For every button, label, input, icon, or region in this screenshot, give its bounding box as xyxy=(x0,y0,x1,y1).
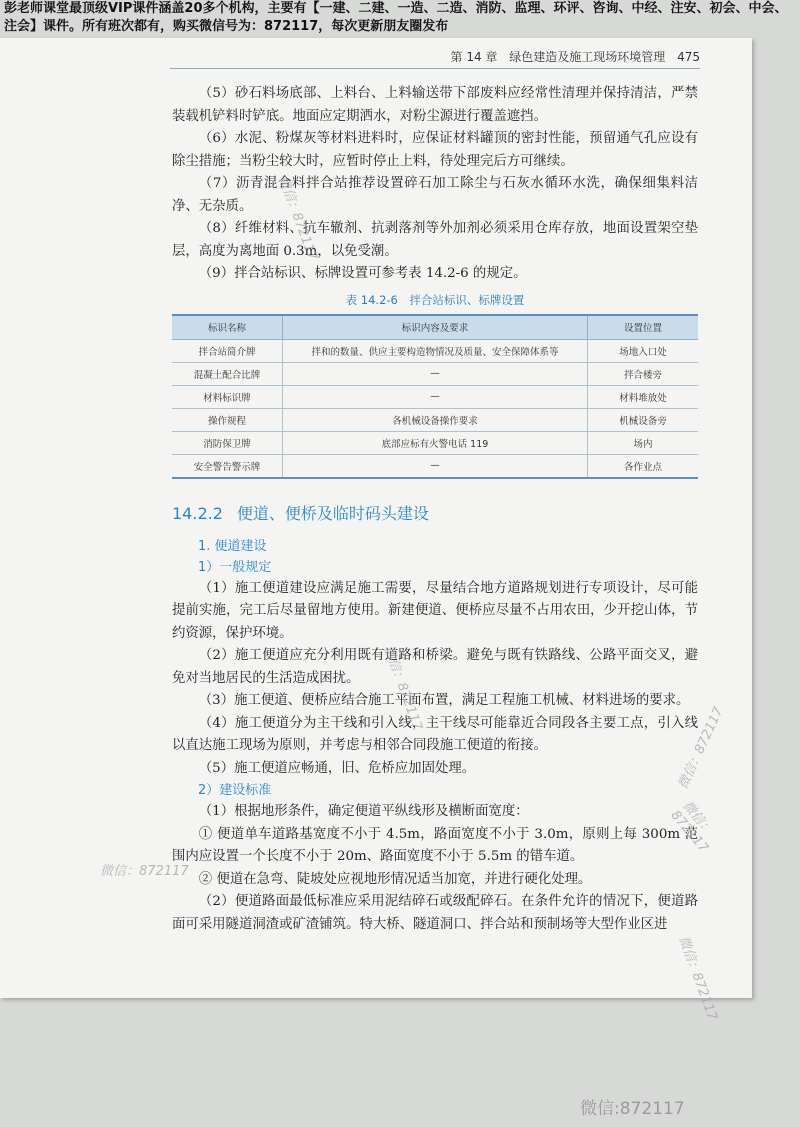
section-title: 便道、便桥及临时码头建设 xyxy=(236,503,429,523)
table-cell: 操作规程 xyxy=(172,408,282,431)
paragraph: （5）砂石料场底部、上料台、上料输送带下部废料应经常性清理并保持清洁，严禁装载机铲料时铲底。地面应定期洒水，对粉尘源进行覆盖遮挡。 xyxy=(172,86,698,124)
paragraph: （9）拌合站标识、标牌设置可参考表 14.2-6 的规定。 xyxy=(198,266,527,281)
table-cell: — xyxy=(282,385,587,408)
table-caption: 表 14.2-6 拌合站标识、标牌设置 xyxy=(345,292,525,307)
table-cell: 场内 xyxy=(588,431,698,454)
watermark: 微信：872117 xyxy=(675,933,720,1023)
table-cell: — xyxy=(282,454,587,478)
subheading: 1. 便道建设 xyxy=(198,538,267,554)
paragraph: （4）施工便道分为主干线和引入线，主干线尽可能靠近合同段各主要工点，引入线以直达施工现场为原则，并考虑与相邻合同段施工便道的衔接。 xyxy=(172,715,698,753)
table-cell: 拌合站简介牌 xyxy=(172,339,282,362)
table-row xyxy=(172,362,698,385)
table-cell: 各机械设备操作要求 xyxy=(282,408,587,431)
table-cell: 机械设备旁 xyxy=(588,408,698,431)
paragraph: （2）施工便道应充分利用既有道路和桥梁。避免与既有铁路线、公路平面交叉，避免对当地居民的生活造成困扰。 xyxy=(172,648,698,686)
table-cell: 场地入口处 xyxy=(588,339,698,362)
page-number: 475 xyxy=(677,50,700,64)
watermark-main: 微信:872117 xyxy=(580,1099,685,1119)
table-cell: 安全警告警示牌 xyxy=(172,454,282,478)
watermark: 微信：872117 xyxy=(675,705,727,792)
column-header: 设置位置 xyxy=(588,315,698,340)
paragraph: （2）便道路面最低标准应采用泥结碎石或级配碎石。在条件允许的情况下，便道路面可采用隧道洞渣或矿渣铺筑。特大桥、隧道洞口、拌合站和预制场等大型作业区进 xyxy=(172,894,698,932)
chapter-title: 绿色建造及施工现场环境管理 xyxy=(509,50,666,64)
promo-banner: 彭老师课堂最顶级VIP课件涵盖20多个机构，主要有【一建、二建、一造、二造、消防、监理、环评、咨询、中经、注安、初会、中会、注会】课件。所有班次都有，购买微信号为：872117，每次更新朋友圈发布 xyxy=(4,1,788,34)
running-header xyxy=(170,48,700,69)
paragraph: （5）施工便道应畅通，旧、危桥应加固处理。 xyxy=(198,760,476,776)
table-cell: 材料标识牌 xyxy=(172,385,282,408)
table-cell: 拌合楼旁 xyxy=(588,362,698,385)
signage-table xyxy=(172,314,698,479)
subheading: 2）建设标准 xyxy=(198,783,272,798)
section-number: 14.2.2 xyxy=(172,503,223,523)
watermark: 微信：872117 xyxy=(100,864,189,879)
paragraph: ② 便道在急弯、陡坡处应视地形情况适当加宽，并进行硬化处理。 xyxy=(198,871,592,887)
paragraph: ① 便道单车道路基宽度不小于 4.5m，路面宽度不小于 3.0m，原则上每 300m 范围内应设置一个长度不小于 20m、路面宽度不小于 5.5m 的错车道。 xyxy=(172,826,698,864)
table-row xyxy=(172,408,698,431)
paragraph: （1）根据地形条件，确定便道平纵线形及横断面宽度： xyxy=(198,804,529,819)
table-cell: 底部应标有火警电话 119 xyxy=(282,431,587,454)
paragraph: （7）沥青混合料拌合站推荐设置碎石加工除尘与石灰水循环水洗，确保细集料洁净、无杂质。 xyxy=(172,176,698,214)
table-row xyxy=(172,339,698,362)
page-content xyxy=(172,83,698,936)
watermark: 微信：872117 xyxy=(667,798,716,856)
section-heading xyxy=(172,501,698,524)
table-cell: 消防保卫牌 xyxy=(172,431,282,454)
table-cell: 材料堆放处 xyxy=(588,385,698,408)
table-cell: 拌和的数量、供应主要构造物情况及质量、安全保障体系等 xyxy=(282,339,587,362)
table-header-row xyxy=(172,315,698,340)
table-cell: 各作业点 xyxy=(588,454,698,478)
table-row xyxy=(172,385,698,408)
book-page xyxy=(0,38,752,1023)
paragraph: （6）水泥、粉煤灰等材料进料时，应保证材料罐顶的密封性能，预留通气孔应设有除尘措施；当粉尘较大时，应暂时停止上料，待处理完后方可继续。 xyxy=(172,131,698,169)
paragraph: （1）施工便道建设应满足施工需要，尽量结合地方道路规划进行专项设计，尽可能提前实施，完工后尽量留地方使用。新建便道、便桥应尽量不占用农田，少开挖山体，节约资源，保护环境。 xyxy=(172,580,698,641)
table-cell: — xyxy=(282,362,587,385)
column-header: 标识名称 xyxy=(172,315,282,340)
paragraph: （3）施工便道、便桥应结合施工平面布置，满足工程施工机械、材料进场的要求。 xyxy=(198,693,690,708)
subheading: 1）一般规定 xyxy=(198,559,272,575)
watermark: 微信：872117 xyxy=(380,643,425,733)
watermark: 微信：872117 xyxy=(275,173,320,263)
column-header: 标识内容及要求 xyxy=(282,315,587,340)
chapter-label: 第 14 章 xyxy=(450,50,498,64)
table-row xyxy=(172,454,698,478)
table-row xyxy=(172,431,698,454)
table-cell: 混凝土配合比牌 xyxy=(172,362,282,385)
paragraph: （8）纤维材料、抗车辙剂、抗剥落剂等外加剂必须采用仓库存放，地面设置架空垫层，高度为离地面 0.3m，以免受潮。 xyxy=(172,221,698,259)
